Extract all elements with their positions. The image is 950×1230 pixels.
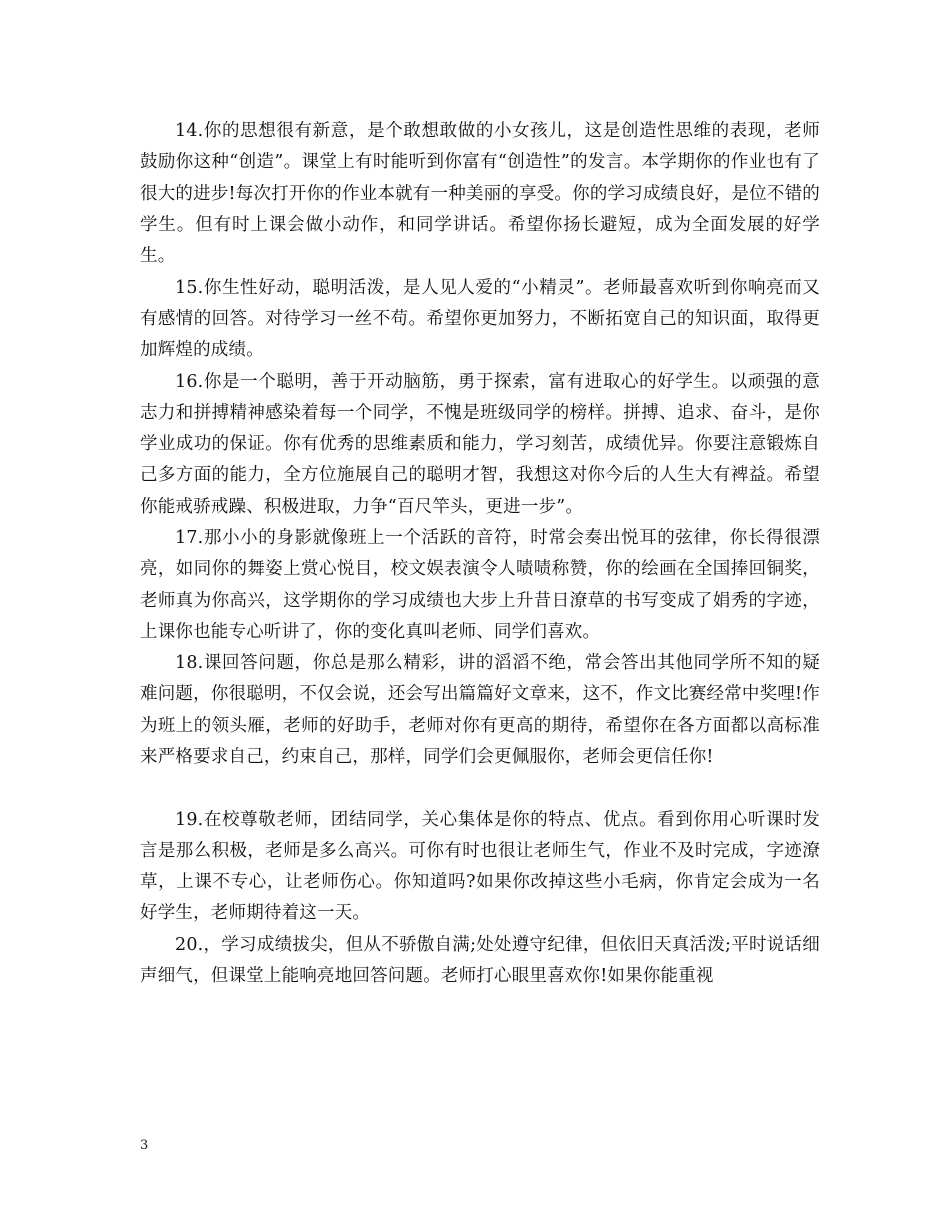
paragraph-20: 20.，学习成绩拔尖，但从不骄傲自满;处处遵守纪律，但依旧天真活泼;平时说话细声细气，但课堂上能响亮地回答问题。老师打心眼里喜欢你!如果你能重视 (140, 934, 820, 986)
paragraph-16: 16.你是一个聪明，善于开动脑筋，勇于探索，富有进取心的好学生。以顽强的意志力和拼搏精神感染着每一个同学，不愧是班级同学的榜样。拼搏、追求、奋斗，是你学业成功的保证。你有优秀的思维素质和能力，学习刻苦，成绩优异。你要注意锻炼自己多方面的能力，全方位施展自己的聪明才智，我想这对你今后的人生大有裨益。希望你能戒骄戒躁、积极进取，力争“百尺竿头，更进一步”。 (140, 371, 820, 517)
paragraph-17: 17.那小小的身影就像班上一个活跃的音符，时常会奏出悦耳的弦律，你长得很漂亮，如同你的舞姿上赏心悦目，校文娱表演令人啧啧称赞，你的绘画在全国捧回铜奖，老师真为你高兴，这学期你的学习成绩也大步上升昔日潦草的书写变成了娟秀的字迹，上课你也能专心听讲了，你的变化真叫老师、同学们喜欢。 (140, 528, 820, 642)
page-number: 3 (140, 1138, 149, 1153)
paragraph-19: 19.在校尊敬老师，团结同学，关心集体是你的特点、优点。看到你用心听课时发言是那么积极，老师是多么高兴。可你有时也很让老师生气，作业不及时完成，字迹潦草，上课不专心，让老师伤心。你知道吗?如果你改掉这些小毛病，你肯定会成为一名好学生，老师期待着这一天。 (140, 809, 820, 924)
document-body (140, 116, 820, 993)
paragraph-18: 18.课回答问题，你总是那么精彩，讲的滔滔不绝，常会答出其他同学所不知的疑难问题，你很聪明，不仅会说，还会写出篇篇好文章来，这不，作文比赛经常中奖哩!作为班上的领头雁，老师的好助手，老师对你有更高的期待，希望你在各方面都以高标准来严格要求自己，约束自己，那样，同学们会更佩服你，老师会更信任你! (140, 653, 820, 767)
paragraph-15: 15.你生性好动，聪明活泼，是人见人爱的“小精灵”。老师最喜欢听到你响亮而又有感情的回答。对待学习一丝不苟。希望你更加努力，不断拓宽自己的知识面，取得更加辉煌的成绩。 (140, 277, 820, 361)
paragraph-14: 14.你的思想很有新意，是个敢想敢做的小女孩儿，这是创造性思维的表现，老师鼓励你这种“创造”。课堂上有时能听到你富有“创造性”的发言。本学期你的作业也有了很大的进步!每次打开你的作业本就有一种美丽的享受。你的学习成绩良好，是位不错的学生。但有时上课会做小动作，和同学讲话。希望你扬长避短，成为全面发展的好学生。 (140, 121, 820, 267)
